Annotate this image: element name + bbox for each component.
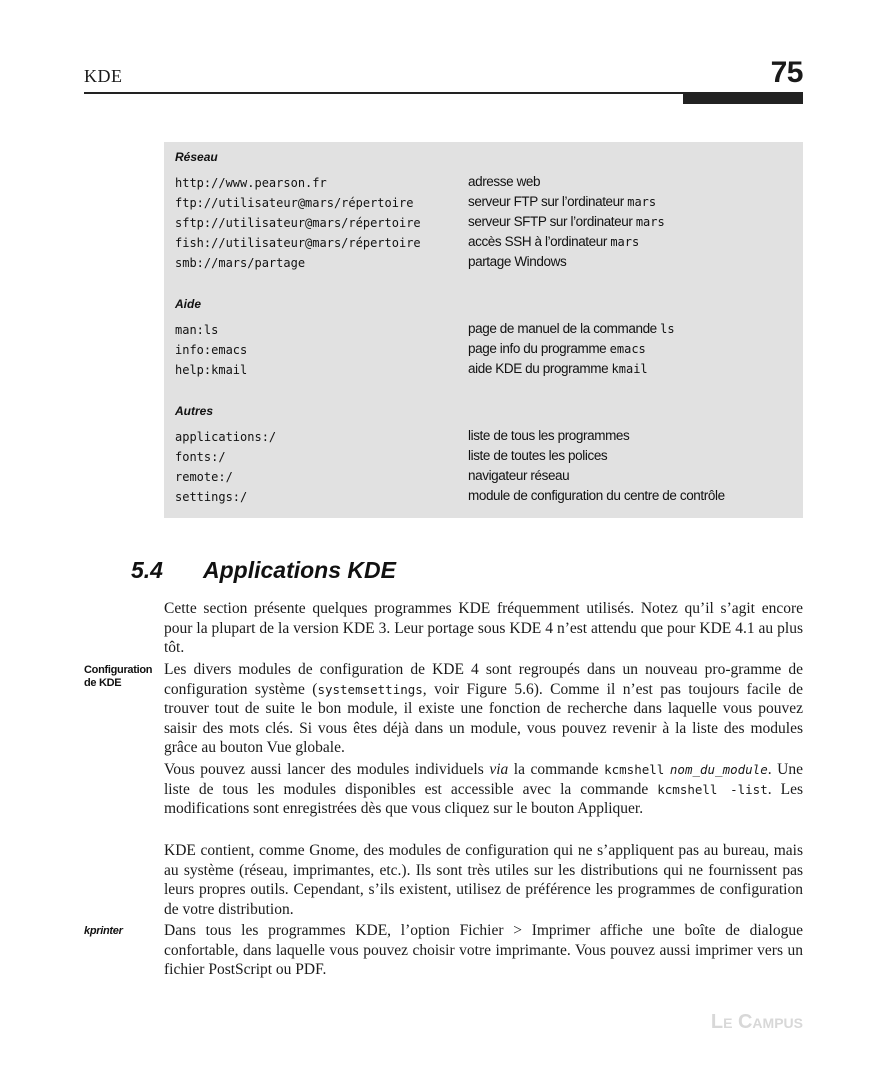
paragraph: Vous pouvez aussi lancer des modules individuels via la commande kcmshell nom_du_module. Une liste de tous les modules disponibles est accessible avec la commande kcmshell -list. Les modifications sont enregistrées dès que vous cliquez sur le bouton Appliquer. xyxy=(164,761,803,817)
section-title: Applications KDE xyxy=(203,557,396,583)
box-code: sftp://utilisateur@mars/répertoire xyxy=(175,216,421,230)
box-code: smb://mars/partage xyxy=(175,256,306,270)
box-desc: navigateur réseau xyxy=(468,468,570,483)
box-code: help:kmail xyxy=(175,363,248,377)
page-number: 75 xyxy=(770,56,803,89)
header-rule-bar xyxy=(683,94,803,104)
box-code: man:ls xyxy=(175,323,219,337)
margin-note-kprinter: kprinter xyxy=(84,925,123,937)
box-code: info:emacs xyxy=(175,343,248,357)
box-desc: liste de toutes les polices xyxy=(468,448,608,463)
box-heading-autres: Autres xyxy=(175,404,214,418)
paragraph: Cette section présente quelques programmes KDE fréquemment utilisés. Notez qu’il s’agit encore pour la plupart de la version KDE 3. Leur portage sous KDE 4 n’est attendu que pour KDE 4.1 au plus tôt. xyxy=(164,600,803,656)
publisher-logo: Le Campus xyxy=(710,1011,803,1033)
box-desc: page info du programme emacs xyxy=(468,341,646,356)
box-desc: serveur SFTP sur l’ordinateur mars xyxy=(468,214,665,229)
box-code: http://www.pearson.fr xyxy=(175,176,327,190)
running-header: KDE xyxy=(84,66,123,86)
box-desc: accès SSH à l’ordinateur mars xyxy=(468,234,640,249)
box-code: applications:/ xyxy=(175,430,277,444)
margin-note-configuration: Configuration de KDE xyxy=(84,664,153,689)
box-code: remote:/ xyxy=(175,470,233,484)
box-code: settings:/ xyxy=(175,490,248,504)
box-heading-aide: Aide xyxy=(175,297,202,311)
box-code: fonts:/ xyxy=(175,450,226,464)
box-desc: serveur FTP sur l’ordinateur mars xyxy=(468,194,657,209)
box-heading-reseau: Réseau xyxy=(175,150,218,164)
box-code: ftp://utilisateur@mars/répertoire xyxy=(175,196,414,210)
box-desc: page de manuel de la commande ls xyxy=(468,321,675,336)
box-desc: partage Windows xyxy=(468,254,567,269)
box-code: fish://utilisateur@mars/répertoire xyxy=(175,236,421,250)
paragraph: KDE contient, comme Gnome, des modules de configuration qui ne s’appliquent pas au bureau, mais au système (réseau, imprimantes, etc.). Ils sont très utiles sur les distributions qui ne fournissent pas leurs propres outils. Cependant, s’ils existent, utilisez de préférence les programmes de configuration de votre distribution. xyxy=(164,842,803,918)
box-desc: adresse web xyxy=(468,174,541,189)
paragraph: Les divers modules de configuration de KDE 4 sont regroupés dans un nouveau pro-gramme de configuration système (systemsettings, voir Figure 5.6). Comme il n’est pas toujours facile de trouver tout de suite le bon module, il existe une fonction de recherche dans laquelle vous pouvez saisir des mots clés. Si vous êtes déjà dans un module, vous pouvez revenir à la liste des modules grâce au bouton Vue globale. xyxy=(164,661,803,756)
box-desc: module de configuration du centre de contrôle xyxy=(468,488,725,503)
box-desc: aide KDE du programme kmail xyxy=(468,361,648,376)
box-desc: liste de tous les programmes xyxy=(468,428,630,443)
paragraph: Dans tous les programmes KDE, l’option Fichier > Imprimer affiche une boîte de dialogue confortable, dans laquelle vous pouvez choisir votre imprimante. Vous pouvez aussi imprimer vers un fichier PostScript ou PDF. xyxy=(164,922,803,978)
section-number: 5.4 xyxy=(131,557,163,583)
